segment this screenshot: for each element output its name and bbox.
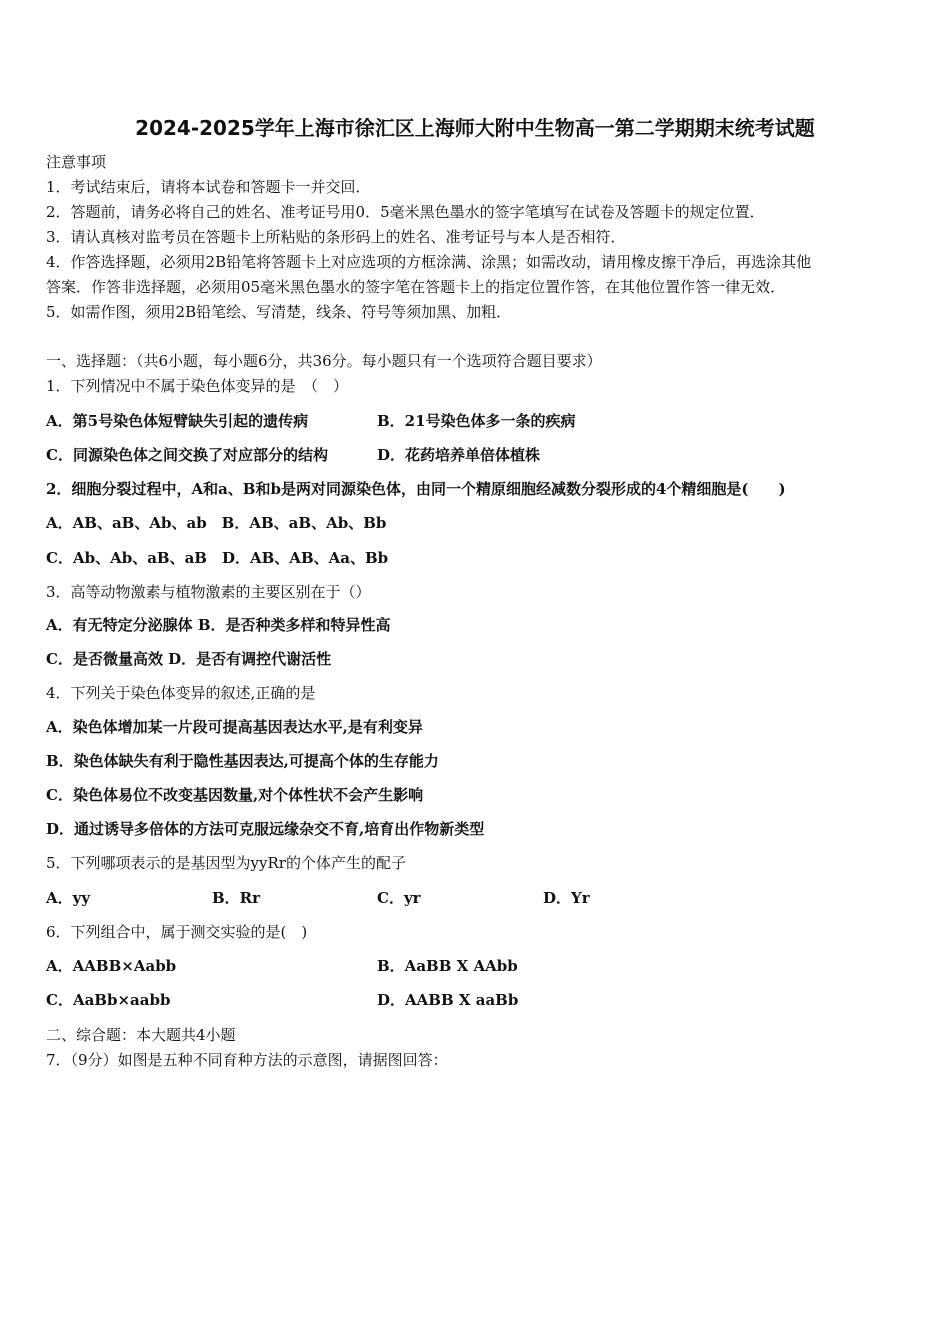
q2-options-ab: A．AB、aB、Ab、ab B．AB、aB、Ab、Bb [46, 514, 387, 532]
q3-options-cd: C．是否微量高效 D．是否有调控代谢活性 [46, 650, 332, 668]
q4-option-b: B．染色体缺失有利于隐性基因表达,可提高个体的生存能力 [46, 752, 439, 770]
q1-option-c: C．同源染色体之间交换了对应部分的结构 [46, 446, 328, 464]
notice-item-1: 1．考试结束后，请将本试卷和答题卡一并交回． [46, 178, 371, 196]
q5-option-d: D．Yr [543, 889, 590, 907]
q5-option-c: C．yr [377, 889, 421, 907]
q5-option-b: B．Rr [212, 889, 261, 907]
q4-stem: 4．下列关于染色体变异的叙述,正确的是 [46, 684, 316, 702]
q1-option-a: A．第5号染色体短臂缺失引起的遗传病 [46, 412, 309, 430]
section1-heading: 一、选择题：（共6小题，每小题6分，共36分。每小题只有一个选项符合题目要求） [46, 352, 602, 370]
q2-stem: 2．细胞分裂过程中，A和a、B和b是两对同源染色体，由同一个精原细胞经减数分裂形成的4个精细胞是( ) [46, 480, 786, 498]
exam-title: 2024-2025学年上海市徐汇区上海师大附中生物高一第二学期期末统考试题 [135, 116, 815, 140]
q6-stem: 6．下列组合中，属于测交实验的是( ) [46, 923, 308, 941]
notice-heading: 注意事项 [46, 153, 107, 171]
notice-item-4-cont: 答案．作答非选择题，必须用05毫米黑色墨水的签字笔在答题卡上的指定位置作答，在其他位置作答一律无效． [46, 278, 786, 296]
q6-option-d: D．AABB X aaBb [377, 991, 519, 1009]
notice-item-4: 4．作答选择题，必须用2B铅笔将答题卡上对应选项的方框涂满、涂黑；如需改动，请用橡皮擦干净后，再选涂其他 [46, 253, 812, 271]
q1-stem: 1．下列情况中不属于染色体变异的是 （ ） [46, 377, 349, 395]
q5-option-a: A．yy [46, 889, 91, 907]
q3-options-ab: A．有无特定分泌腺体 B．是否种类多样和特异性高 [46, 616, 391, 634]
q4-option-a: A．染色体增加某一片段可提高基因表达水平,是有利变异 [46, 718, 423, 736]
q2-options-cd: C．Ab、Ab、aB、aB D．AB、AB、Aa、Bb [46, 549, 389, 567]
notice-item-5: 5．如需作图，须用2B铅笔绘、写清楚，线条、符号等须加黑、加粗． [46, 303, 512, 321]
q1-option-d: D．花药培养单倍体植株 [377, 446, 541, 464]
q6-option-a: A．AABB×Aabb [46, 957, 177, 975]
q3-stem: 3．高等动物激素与植物激素的主要区别在于（） [46, 583, 371, 601]
q6-option-b: B．AaBB X AAbb [377, 957, 518, 975]
notice-item-2: 2．答题前，请务必将自己的姓名、准考证号用0．5毫米黑色墨水的签字笔填写在试卷及答题卡的规定位置． [46, 203, 765, 221]
q6-option-c: C．AaBb×aabb [46, 991, 171, 1009]
q1-option-b: B．21号染色体多一条的疾病 [377, 412, 576, 430]
q4-option-c: C．染色体易位不改变基因数量,对个体性状不会产生影响 [46, 786, 424, 804]
q4-option-d: D．通过诱导多倍体的方法可克服远缘杂交不育,培育出作物新类型 [46, 820, 485, 838]
notice-item-3: 3．请认真核对监考员在答题卡上所粘贴的条形码上的姓名、准考证号与本人是否相符． [46, 228, 626, 246]
q7-stem: 7．（9分）如图是五种不同育种方法的示意图，请据图回答： [46, 1051, 448, 1069]
section2-heading: 二、综合题：本大题共4小题 [46, 1026, 236, 1044]
q5-stem: 5．下列哪项表示的是基因型为yyRr的个体产生的配子 [46, 854, 406, 872]
